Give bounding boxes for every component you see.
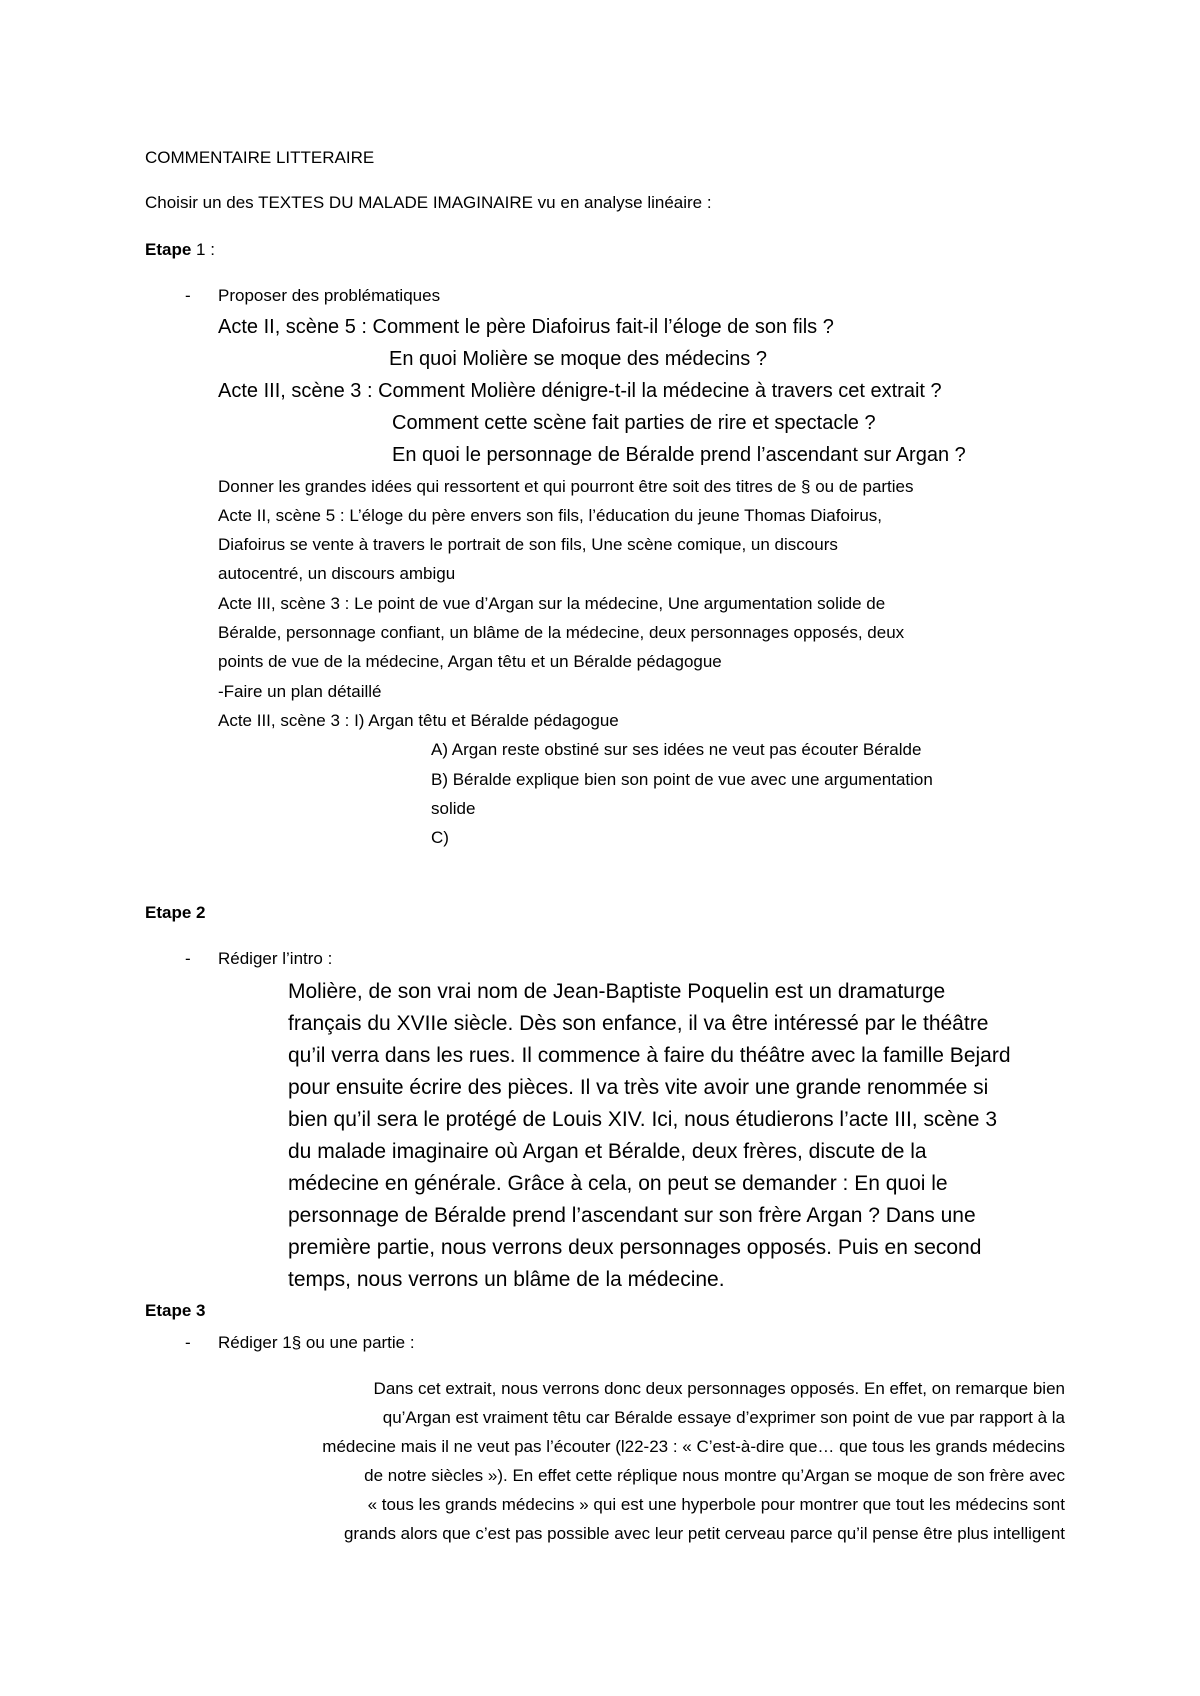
intro-line: pour ensuite écrire des pièces. Il va très vite avoir une grande renommée si [288,1076,989,1099]
etape1-label-bold: Etape [145,240,192,259]
bullet-dash: - [185,1333,191,1352]
etape1-heading [145,240,215,260]
intro-line: français du XVIIe siècle. Dès son enfance, il va être intéressé par le théâtre [288,1012,989,1035]
document-title: COMMENTAIRE LITTERAIRE [145,148,375,167]
acte3-question-1: Comment Molière dénigre-t-il la médecine à travers cet extrait ? [378,380,942,402]
ideas-acte3-line-2: Béralde, personnage confiant, un blâme de la médecine, deux personnages opposés, deux [218,623,905,642]
ideas-acte3-text-1: Le point de vue d’Argan sur la médecine, Une argumentation solide de [354,594,886,613]
intro-line: médecine en générale. Grâce à cela, on peut se demander : En quoi le [288,1172,948,1195]
acte3-problematique-1 [218,380,942,403]
intro-paragraph [288,976,1011,1296]
ideas-acte3-label: Acte III, scène 3 : [218,594,355,613]
plan-part-title: I) Argan têtu et Béralde pédagogue [354,711,619,730]
plan-part-1 [218,711,619,731]
instruction-text: Choisir un des TEXTES DU MALADE IMAGINAIRE vu en analyse linéaire : [145,193,712,212]
ideas-intro: Donner les grandes idées qui ressortent et qui pourront être soit des titres de § ou de parties [218,477,914,496]
ideas-acte3-line-1 [218,594,885,614]
partie-line: médecine mais il ne veut pas l’écouter (l22-23 : « C’est-à-dire que… que tous les grands médecins [322,1437,1065,1456]
partie-line: qu’Argan est vraiment têtu car Béralde essaye d’exprimer son point de vue par rapport à la [382,1408,1065,1427]
partie-line: « tous les grands médecins » qui est une hyperbole pour montrer que tout les médecins sont [367,1495,1065,1514]
acte2-label: Acte II, scène 5 : [218,316,373,338]
acte2-question-1: Comment le père Diafoirus fait-il l’éloge de son fils ? [372,316,834,338]
etape1-bullet: Proposer des problématiques [218,286,441,305]
ideas-acte2-line-1 [218,506,882,526]
plan-sub-b-line-1: B) Béralde explique bien son point de vue avec une argumentation [431,770,933,789]
plan-intro: -Faire un plan détaillé [218,682,382,701]
intro-line: Molière, de son vrai nom de Jean-Baptiste Poquelin est un dramaturge [288,980,946,1003]
plan-sub-b-line-2: solide [431,799,476,818]
intro-line: bien qu’il sera le protégé de Louis XIV. Ici, nous étudierons l’acte III, scène 3 [288,1108,997,1131]
etape3-heading: Etape 3 [145,1301,206,1320]
acte3-question-2: Comment cette scène fait parties de rire et spectacle ? [392,412,876,434]
ideas-acte2-label: Acte II, scène 5 : [218,506,350,525]
ideas-acte3-line-3: points de vue de la médecine, Argan têtu et un Béralde pédagogue [218,652,722,671]
partie-line: grands alors que c’est pas possible avec leur petit cerveau parce qu’il pense être plus intelligent [343,1524,1065,1543]
ideas-acte2-line-2: Diafoirus se vente à travers le portrait de son fils, Une scène comique, un discours [218,535,838,554]
acte3-question-3: En quoi le personnage de Béralde prend l’ascendant sur Argan ? [392,444,966,466]
partie-line: Dans cet extrait, nous verrons donc deux personnages opposés. En effet, on remarque bien [373,1379,1065,1398]
etape2-heading: Etape 2 [145,903,206,922]
etape1-label-rest: 1 : [191,240,215,259]
intro-line: personnage de Béralde prend l’ascendant sur son frère Argan ? Dans une [288,1204,976,1227]
etape2-bullet: Rédiger l’intro : [218,949,333,968]
plan-sub-a: A) Argan reste obstiné sur ses idées ne veut pas écouter Béralde [431,740,922,759]
etape3-bullet: Rédiger 1§ ou une partie : [218,1333,415,1352]
acte2-question-2: En quoi Molière se moque des médecins ? [389,348,767,370]
partie-paragraph [105,1374,1065,1548]
intro-line: temps, nous verrons un blâme de la médecine. [288,1268,725,1291]
bullet-dash: - [185,949,191,968]
plan-acte-label: Acte III, scène 3 : [218,711,355,730]
intro-line: du malade imaginaire où Argan et Béralde, deux frères, discute de la [288,1140,927,1163]
intro-line: qu’il verra dans les rues. Il commence à faire du théâtre avec la famille Bejard [288,1044,1011,1067]
acte2-problematique-1 [218,316,834,339]
ideas-acte2-text-1: L’éloge du père envers son fils, l’éducation du jeune Thomas Diafoirus, [349,506,883,525]
plan-sub-c: C) [431,828,449,847]
acte3-label: Acte III, scène 3 : [218,380,379,402]
bullet-dash: - [185,286,191,305]
intro-line: première partie, nous verrons deux personnages opposés. Puis en second [288,1236,982,1259]
ideas-acte2-line-3: autocentré, un discours ambigu [218,564,456,583]
partie-line: de notre siècles »). En effet cette réplique nous montre qu’Argan se moque de son frère avec [364,1466,1065,1485]
